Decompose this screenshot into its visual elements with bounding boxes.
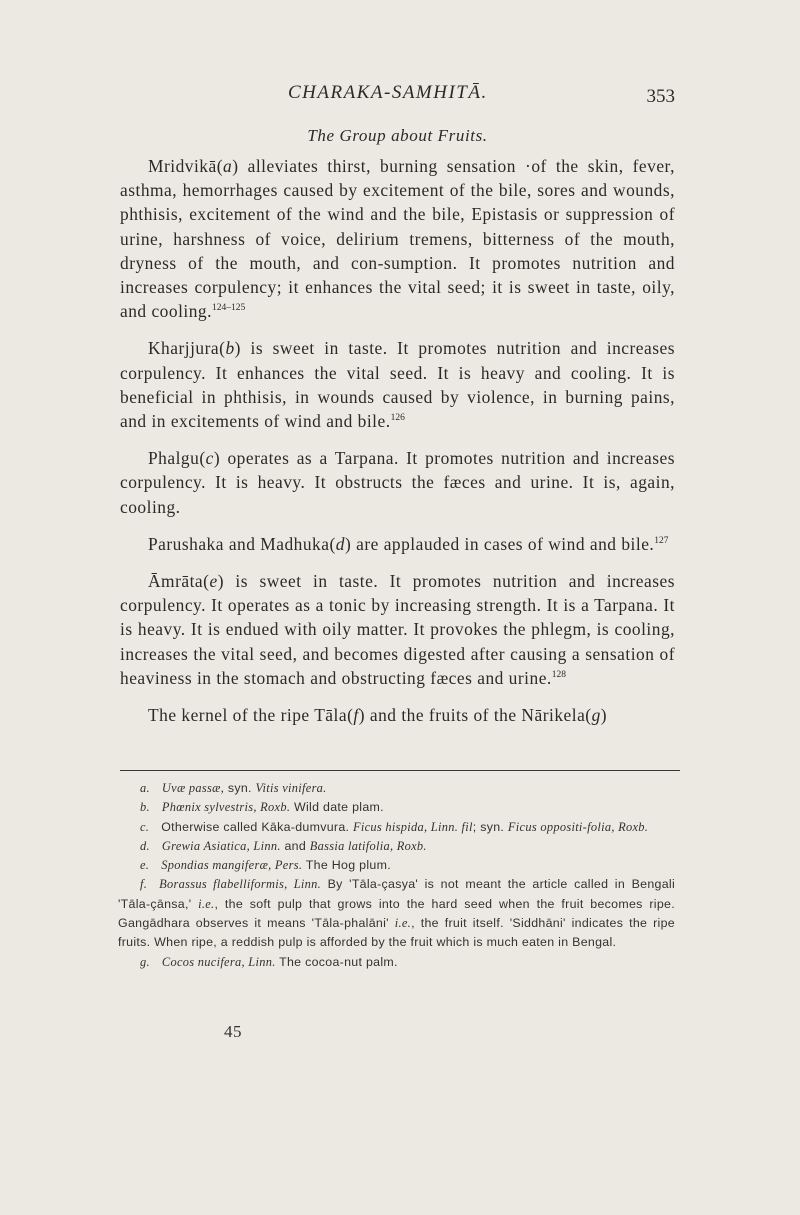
footnote-a: a. Uvæ passæ, syn. Vitis vinifera.	[140, 781, 327, 795]
page-number: 353	[646, 86, 675, 107]
footnote-divider	[120, 770, 680, 771]
paragraph-mridvika: Mridvikā(a) alleviates thirst, burning sensation ·of the skin, fever, asthma, hemorrhages caused by excitement of the bile, sores and wounds, phthisis, excitement of the wind and the bile, Epistasis or suppression of urine, harshness of voice, delirium tremens, bitterness of the mouth, dryness of the mouth, and con-sumption. It promotes nutrition and increases corpulency; it enhances the vital seed; it is sweet in taste, oily, and cooling.$^{124-125}$	[120, 156, 675, 322]
paragraph-phalgu: Phalgu(c) operates as a Tarpana. It promotes nutrition and increases corpulency. It is heavy. It obstructs the fæces and urine. It is, again, cooling.	[120, 448, 675, 517]
verse-ref: 124–125	[211, 303, 246, 314]
footnote-b: b. Phœnix sylvestris, Roxb. Wild date plam.	[140, 800, 384, 815]
footnote-g: g. Cocos nucifera, Linn. The cocoa-nut palm.	[140, 954, 398, 969]
paragraph-kharjjura: Kharjjura(b) is sweet in taste. It promotes nutrition and increases corpulency. It enhances the vital seed. It is heavy and cooling. It is beneficial in phthisis, in wounds caused by violence, in burning pains, and in excitements of wind and bile.$^{126}$	[120, 338, 675, 432]
footnote-f: f. Borassus flabelliformis, Linn. By 'Tāla-çasya' is not meant the article called in Bengali 'Tāla-çānsa,' i.e., the soft pulp that grows into the hard seed when the fruit becomes ripe. Gangādhara observes it means 'Tāla-phalāni' i.e., the fruit itself. 'Siddhāni' indicates the ripe fruits. When ripe, a reddish pulp is afforded by the fruit which is much eaten in Bengal.	[118, 877, 675, 950]
running-head	[120, 80, 675, 110]
signature-mark: 45	[224, 1022, 242, 1041]
verse-ref: 128	[551, 669, 567, 680]
footnote-c: c. Otherwise called Kāka-dumvura. Ficus hispida, Linn. fil; syn. Ficus oppositi-folia, Roxb.	[140, 819, 649, 834]
footnotes	[118, 779, 675, 972]
body-text	[120, 154, 675, 727]
footnote-d: d. Grewia Asiatica, Linn. and Bassia latifolia, Roxb.	[140, 838, 427, 853]
running-title: CHARAKA-SAMHITĀ.	[288, 82, 488, 103]
footnote-e: e. Spondias mangiferæ, Pers. The Hog plum.	[140, 858, 391, 873]
section-title: The Group about Fruits.	[307, 126, 488, 145]
paragraph-parushaka: Parushaka and Madhuka(d) are applauded in cases of wind and bile.$^{127}$	[148, 533, 669, 554]
paragraph-amrata: Āmrāta(e) is sweet in taste. It promotes nutrition and increases corpulency. It operates as a tonic by increasing strength. It is a Tarpana. It is heavy. It is endued with oily matter. It provokes the phlegm, is cooling, increases the vital seed, and becomes digested after causing a sensation of heaviness in the stomach and obstructing fæces and urine.$^{128}$	[120, 571, 675, 688]
paragraph-kernel: The kernel of the ripe Tāla(f) and the fruits of the Nārikela(g)	[148, 705, 608, 726]
verse-ref: 127	[654, 535, 669, 546]
verse-ref: 126	[390, 413, 405, 424]
